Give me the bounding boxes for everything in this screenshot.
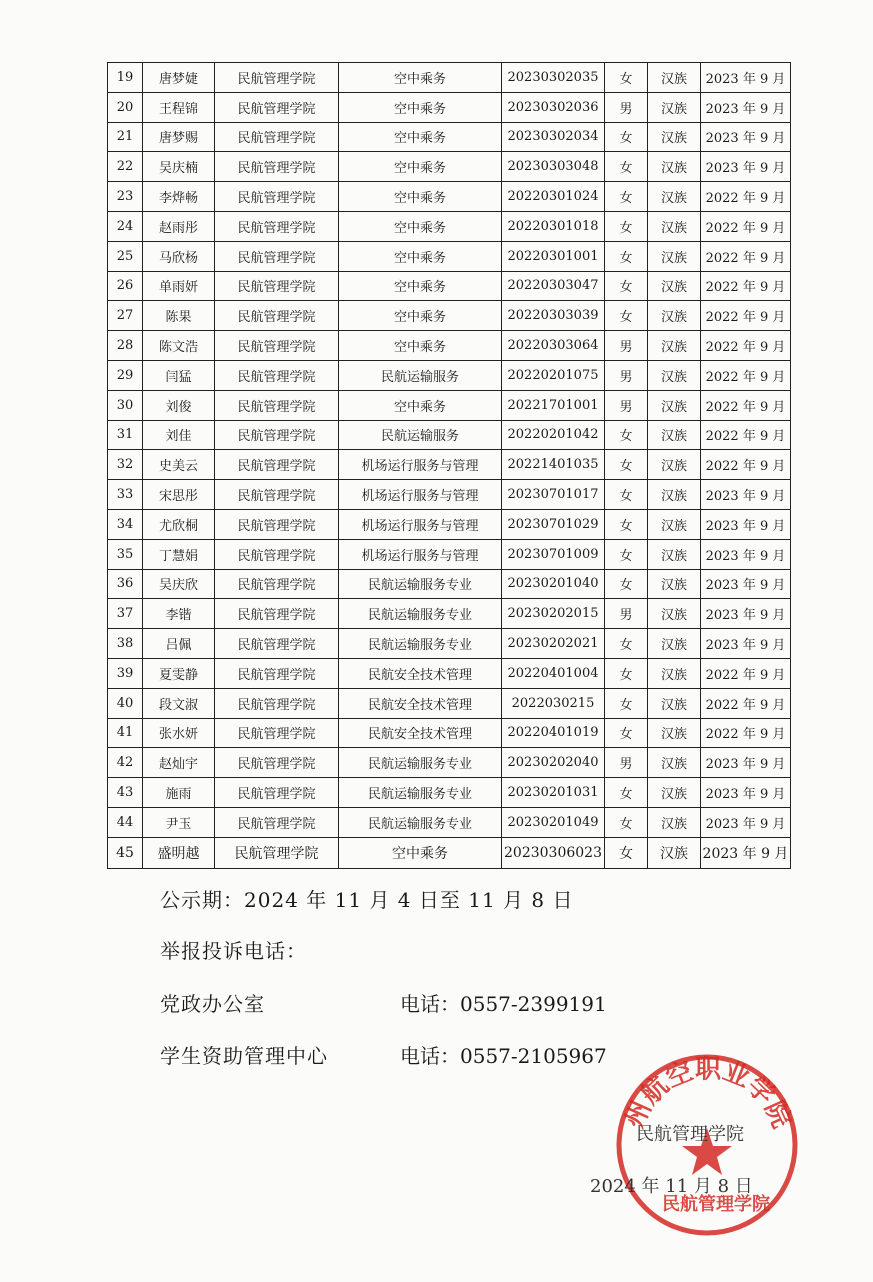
table-row (108, 509, 791, 539)
cell-college: 民航管理学院 (215, 599, 339, 629)
office-2-phone: 电话：0557-2105967 (400, 1044, 607, 1068)
cell-date: 2023 年 9 月 (701, 122, 791, 152)
cell-sex: 女 (605, 63, 648, 93)
cell-idx: 28 (108, 331, 143, 361)
cell-ethnicity: 汉族 (648, 658, 701, 688)
cell-major: 机场运行服务与管理 (339, 450, 502, 480)
cell-idx: 22 (108, 152, 143, 182)
cell-date: 2023 年 9 月 (701, 837, 791, 868)
cell-ethnicity: 汉族 (648, 539, 701, 569)
cell-name: 闫猛 (143, 360, 215, 390)
table-row (108, 778, 791, 808)
cell-college: 民航管理学院 (215, 122, 339, 152)
cell-ethnicity: 汉族 (648, 778, 701, 808)
cell-name: 李锴 (143, 599, 215, 629)
table-row (108, 63, 791, 93)
cell-idx: 45 (108, 837, 143, 868)
svg-text:民航管理学院: 民航管理学院 (662, 1194, 770, 1215)
cell-sex: 女 (605, 182, 648, 212)
cell-college: 民航管理学院 (215, 331, 339, 361)
cell-name: 李烨畅 (143, 182, 215, 212)
cell-ethnicity: 汉族 (648, 390, 701, 420)
cell-sex: 女 (605, 211, 648, 241)
cell-date: 2022 年 9 月 (701, 360, 791, 390)
cell-major: 空中乘务 (339, 301, 502, 331)
cell-date: 2023 年 9 月 (701, 778, 791, 808)
cell-major: 民航安全技术管理 (339, 658, 502, 688)
cell-ethnicity: 汉族 (648, 718, 701, 748)
table-row (108, 837, 791, 868)
cell-sex: 女 (605, 509, 648, 539)
cell-name: 马欣杨 (143, 241, 215, 271)
cell-major: 民航运输服务 (339, 420, 502, 450)
cell-college: 民航管理学院 (215, 807, 339, 837)
cell-major: 空中乘务 (339, 837, 502, 868)
cell-ethnicity: 汉族 (648, 241, 701, 271)
table-row (108, 629, 791, 659)
cell-ethnicity: 汉族 (648, 480, 701, 510)
table-row (108, 599, 791, 629)
cell-id: 20230201049 (502, 807, 605, 837)
cell-id: 20220201042 (502, 420, 605, 450)
cell-date: 2022 年 9 月 (701, 450, 791, 480)
cell-ethnicity: 汉族 (648, 807, 701, 837)
table-row (108, 390, 791, 420)
cell-sex: 女 (605, 539, 648, 569)
table-row (108, 301, 791, 331)
cell-college: 民航管理学院 (215, 301, 339, 331)
office-2-name: 学生资助管理中心 (160, 1044, 328, 1068)
table-row (108, 718, 791, 748)
cell-ethnicity: 汉族 (648, 748, 701, 778)
table-row (108, 807, 791, 837)
cell-id: 20220301001 (502, 241, 605, 271)
cell-idx: 27 (108, 301, 143, 331)
office-1-phone: 电话：0557-2399191 (400, 992, 607, 1016)
cell-date: 2022 年 9 月 (701, 211, 791, 241)
cell-id: 20220303047 (502, 271, 605, 301)
cell-college: 民航管理学院 (215, 539, 339, 569)
cell-major: 民航运输服务专业 (339, 778, 502, 808)
cell-id: 20230302036 (502, 92, 605, 122)
cell-major: 空中乘务 (339, 92, 502, 122)
table-row (108, 122, 791, 152)
cell-sex: 女 (605, 629, 648, 659)
cell-idx: 26 (108, 271, 143, 301)
table-row (108, 658, 791, 688)
table-row (108, 271, 791, 301)
cell-college: 民航管理学院 (215, 778, 339, 808)
cell-idx: 32 (108, 450, 143, 480)
cell-idx: 20 (108, 92, 143, 122)
cell-name: 盛明越 (143, 837, 215, 868)
cell-idx: 42 (108, 748, 143, 778)
table-row (108, 241, 791, 271)
cell-idx: 39 (108, 658, 143, 688)
table-row (108, 480, 791, 510)
cell-college: 民航管理学院 (215, 658, 339, 688)
cell-major: 空中乘务 (339, 152, 502, 182)
cell-date: 2022 年 9 月 (701, 331, 791, 361)
cell-ethnicity: 汉族 (648, 420, 701, 450)
cell-major: 民航安全技术管理 (339, 688, 502, 718)
cell-sex: 女 (605, 658, 648, 688)
cell-ethnicity: 汉族 (648, 301, 701, 331)
cell-id: 20220303064 (502, 331, 605, 361)
cell-college: 民航管理学院 (215, 271, 339, 301)
cell-sex: 男 (605, 360, 648, 390)
cell-name: 宋思彤 (143, 480, 215, 510)
cell-idx: 43 (108, 778, 143, 808)
cell-college: 民航管理学院 (215, 360, 339, 390)
cell-date: 2022 年 9 月 (701, 271, 791, 301)
cell-college: 民航管理学院 (215, 718, 339, 748)
cell-id: 20230302034 (502, 122, 605, 152)
cell-date: 2022 年 9 月 (701, 718, 791, 748)
table-row (108, 539, 791, 569)
cell-id: 20230202015 (502, 599, 605, 629)
cell-name: 陈文浩 (143, 331, 215, 361)
cell-date: 2023 年 9 月 (701, 569, 791, 599)
cell-sex: 男 (605, 331, 648, 361)
cell-college: 民航管理学院 (215, 837, 339, 868)
cell-major: 空中乘务 (339, 331, 502, 361)
cell-college: 民航管理学院 (215, 509, 339, 539)
cell-id: 20221401035 (502, 450, 605, 480)
cell-sex: 女 (605, 480, 648, 510)
cell-ethnicity: 汉族 (648, 331, 701, 361)
cell-sex: 男 (605, 390, 648, 420)
cell-major: 民航运输服务专业 (339, 807, 502, 837)
cell-idx: 35 (108, 539, 143, 569)
cell-ethnicity: 汉族 (648, 92, 701, 122)
cell-name: 尹玉 (143, 807, 215, 837)
cell-major: 空中乘务 (339, 182, 502, 212)
cell-id: 20221701001 (502, 390, 605, 420)
cell-id: 2022030215 (502, 688, 605, 718)
cell-major: 民航运输服务专业 (339, 599, 502, 629)
cell-name: 赵灿宇 (143, 748, 215, 778)
table-row (108, 569, 791, 599)
table-row (108, 211, 791, 241)
cell-ethnicity: 汉族 (648, 837, 701, 868)
svg-text:州航空职业学院: 州航空职业学院 (619, 1054, 797, 1133)
cell-date: 2022 年 9 月 (701, 301, 791, 331)
cell-name: 施雨 (143, 778, 215, 808)
table-row (108, 748, 791, 778)
cell-sex: 男 (605, 599, 648, 629)
cell-date: 2023 年 9 月 (701, 539, 791, 569)
cell-major: 空中乘务 (339, 271, 502, 301)
cell-id: 20230701017 (502, 480, 605, 510)
cell-id: 20230701009 (502, 539, 605, 569)
table-row (108, 450, 791, 480)
cell-major: 民航运输服务 (339, 360, 502, 390)
cell-ethnicity: 汉族 (648, 688, 701, 718)
cell-id: 20230202021 (502, 629, 605, 659)
cell-name: 唐梦赐 (143, 122, 215, 152)
cell-college: 民航管理学院 (215, 241, 339, 271)
cell-sex: 女 (605, 122, 648, 152)
cell-ethnicity: 汉族 (648, 182, 701, 212)
cell-idx: 37 (108, 599, 143, 629)
student-list-table (107, 62, 791, 869)
cell-idx: 30 (108, 390, 143, 420)
cell-date: 2023 年 9 月 (701, 599, 791, 629)
cell-date: 2022 年 9 月 (701, 241, 791, 271)
cell-ethnicity: 汉族 (648, 152, 701, 182)
cell-id: 20230302035 (502, 63, 605, 93)
cell-date: 2023 年 9 月 (701, 480, 791, 510)
cell-date: 2023 年 9 月 (701, 748, 791, 778)
cell-sex: 女 (605, 420, 648, 450)
cell-ethnicity: 汉族 (648, 509, 701, 539)
cell-id: 20220301018 (502, 211, 605, 241)
cell-college: 民航管理学院 (215, 450, 339, 480)
cell-idx: 25 (108, 241, 143, 271)
cell-major: 民航运输服务专业 (339, 569, 502, 599)
cell-id: 20230202040 (502, 748, 605, 778)
cell-name: 丁慧娟 (143, 539, 215, 569)
cell-id: 20220401004 (502, 658, 605, 688)
cell-college: 民航管理学院 (215, 182, 339, 212)
cell-ethnicity: 汉族 (648, 569, 701, 599)
cell-date: 2022 年 9 月 (701, 390, 791, 420)
cell-ethnicity: 汉族 (648, 450, 701, 480)
cell-name: 张水妍 (143, 718, 215, 748)
cell-name: 唐梦婕 (143, 63, 215, 93)
cell-ethnicity: 汉族 (648, 63, 701, 93)
cell-date: 2023 年 9 月 (701, 509, 791, 539)
cell-id: 20220401019 (502, 718, 605, 748)
cell-idx: 34 (108, 509, 143, 539)
cell-name: 王程锦 (143, 92, 215, 122)
cell-major: 机场运行服务与管理 (339, 480, 502, 510)
cell-name: 单雨妍 (143, 271, 215, 301)
cell-sex: 女 (605, 569, 648, 599)
cell-ethnicity: 汉族 (648, 599, 701, 629)
cell-college: 民航管理学院 (215, 569, 339, 599)
cell-college: 民航管理学院 (215, 480, 339, 510)
cell-date: 2022 年 9 月 (701, 420, 791, 450)
cell-idx: 40 (108, 688, 143, 718)
cell-name: 吴庆楠 (143, 152, 215, 182)
cell-college: 民航管理学院 (215, 748, 339, 778)
cell-sex: 女 (605, 152, 648, 182)
cell-college: 民航管理学院 (215, 92, 339, 122)
cell-idx: 36 (108, 569, 143, 599)
cell-id: 20220201075 (502, 360, 605, 390)
cell-idx: 21 (108, 122, 143, 152)
cell-date: 2022 年 9 月 (701, 688, 791, 718)
cell-ethnicity: 汉族 (648, 211, 701, 241)
cell-name: 吴庆欣 (143, 569, 215, 599)
cell-sex: 女 (605, 450, 648, 480)
cell-college: 民航管理学院 (215, 420, 339, 450)
table-row (108, 420, 791, 450)
cell-idx: 31 (108, 420, 143, 450)
cell-idx: 38 (108, 629, 143, 659)
cell-sex: 女 (605, 271, 648, 301)
table-row (108, 331, 791, 361)
cell-name: 史美云 (143, 450, 215, 480)
cell-ethnicity: 汉族 (648, 271, 701, 301)
cell-idx: 33 (108, 480, 143, 510)
cell-college: 民航管理学院 (215, 63, 339, 93)
cell-id: 20230201040 (502, 569, 605, 599)
publicity-period: 公示期：2024 年 11 月 4 日至 11 月 8 日 (160, 888, 574, 912)
cell-idx: 23 (108, 182, 143, 212)
signature-college: 民航管理学院 (636, 1124, 744, 1145)
cell-name: 刘佳 (143, 420, 215, 450)
cell-college: 民航管理学院 (215, 211, 339, 241)
cell-college: 民航管理学院 (215, 629, 339, 659)
cell-major: 空中乘务 (339, 241, 502, 271)
cell-idx: 24 (108, 211, 143, 241)
cell-major: 民航运输服务专业 (339, 748, 502, 778)
table-row (108, 688, 791, 718)
cell-date: 2023 年 9 月 (701, 152, 791, 182)
cell-sex: 女 (605, 718, 648, 748)
cell-idx: 41 (108, 718, 143, 748)
cell-ethnicity: 汉族 (648, 629, 701, 659)
table-row (108, 360, 791, 390)
cell-major: 民航安全技术管理 (339, 718, 502, 748)
cell-idx: 19 (108, 63, 143, 93)
cell-idx: 29 (108, 360, 143, 390)
office-1-name: 党政办公室 (160, 992, 265, 1016)
cell-id: 20230306023 (502, 837, 605, 868)
table-row (108, 92, 791, 122)
cell-sex: 男 (605, 748, 648, 778)
cell-major: 民航运输服务专业 (339, 629, 502, 659)
cell-date: 2023 年 9 月 (701, 92, 791, 122)
cell-idx: 44 (108, 807, 143, 837)
cell-name: 吕佩 (143, 629, 215, 659)
cell-ethnicity: 汉族 (648, 360, 701, 390)
table-body (108, 63, 791, 869)
table-row (108, 182, 791, 212)
cell-id: 20230701029 (502, 509, 605, 539)
cell-date: 2023 年 9 月 (701, 629, 791, 659)
cell-id: 20230303048 (502, 152, 605, 182)
cell-sex: 女 (605, 837, 648, 868)
cell-name: 尤欣桐 (143, 509, 215, 539)
cell-major: 机场运行服务与管理 (339, 509, 502, 539)
cell-date: 2023 年 9 月 (701, 63, 791, 93)
cell-major: 空中乘务 (339, 211, 502, 241)
cell-name: 刘俊 (143, 390, 215, 420)
cell-major: 空中乘务 (339, 122, 502, 152)
cell-sex: 女 (605, 301, 648, 331)
cell-id: 20220301024 (502, 182, 605, 212)
table-row (108, 152, 791, 182)
cell-date: 2022 年 9 月 (701, 658, 791, 688)
cell-sex: 女 (605, 807, 648, 837)
cell-name: 段文淑 (143, 688, 215, 718)
cell-sex: 女 (605, 778, 648, 808)
cell-sex: 女 (605, 688, 648, 718)
cell-major: 空中乘务 (339, 63, 502, 93)
cell-major: 机场运行服务与管理 (339, 539, 502, 569)
cell-name: 陈果 (143, 301, 215, 331)
cell-college: 民航管理学院 (215, 390, 339, 420)
cell-college: 民航管理学院 (215, 688, 339, 718)
cell-id: 20230201031 (502, 778, 605, 808)
cell-sex: 女 (605, 241, 648, 271)
cell-date: 2022 年 9 月 (701, 182, 791, 212)
cell-college: 民航管理学院 (215, 152, 339, 182)
cell-id: 20220303039 (502, 301, 605, 331)
cell-date: 2023 年 9 月 (701, 807, 791, 837)
cell-name: 夏雯静 (143, 658, 215, 688)
cell-name: 赵雨彤 (143, 211, 215, 241)
cell-ethnicity: 汉族 (648, 122, 701, 152)
cell-sex: 男 (605, 92, 648, 122)
cell-major: 空中乘务 (339, 390, 502, 420)
report-phone-label: 举报投诉电话： (160, 939, 307, 963)
signature-date: 2024 年 11 月 8 日 (590, 1176, 753, 1197)
